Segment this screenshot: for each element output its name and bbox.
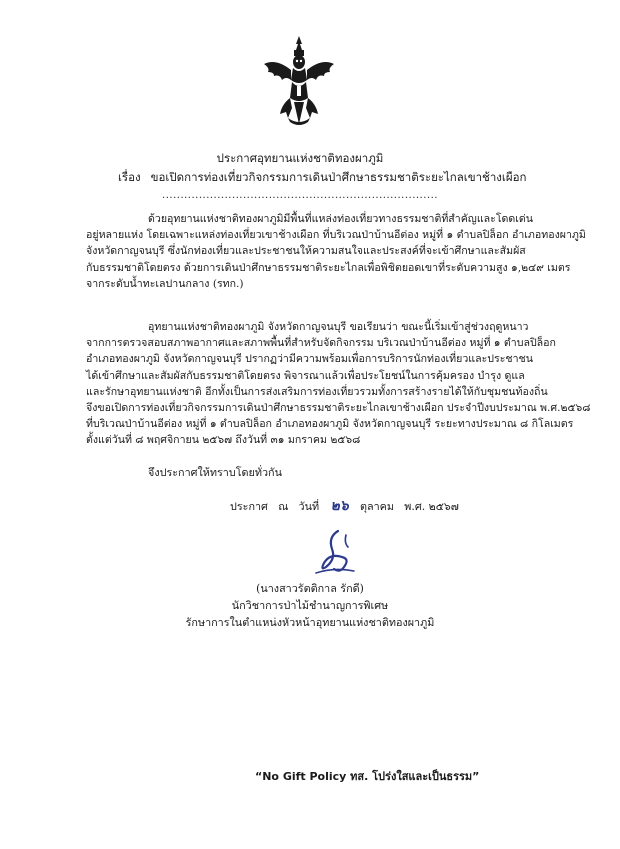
date-at: ณ (278, 500, 289, 513)
paragraph-line: ได้เข้าศึกษาและสัมผัสกับธรรมชาติโดยตรง พิจารณาแล้วเพื่อประโยชน์ในการคุ้มครอง บำรุง ดูแล (86, 369, 525, 382)
closing-text: จึงประกาศให้ทราบโดยทั่วกัน (148, 466, 282, 479)
paragraph-2 (86, 319, 591, 449)
footer-slogan: “No Gift Policy ทส. โปร่งใสและเป็นธรรม” (255, 770, 480, 783)
title-divider: ........................................................................... (162, 190, 438, 201)
paragraph-line: จึงขอเปิดการท่องเที่ยวกิจกรรมการเดินป่าศึกษาธรรมชาติระยะไกลเขาช้างเผือก ประจำปีงบประมาณ พ.ศ.๒๕๖๘ (86, 402, 591, 415)
signature-icon (308, 527, 360, 577)
paragraph-line: ตั้งแต่วันที่ ๘ พฤศจิกายน ๒๕๖๗ ถึงวันที่ ๓๑ มกราคม ๒๕๖๘ (86, 434, 361, 447)
paragraph-line: อยู่หลายแห่ง โดยเฉพาะแหล่งท่องเที่ยวเขาช้างเผือก ที่บริเวณป่าบ้านอีต่อง หมู่ที่ ๑ ตำบลปิล็อก อำเภอทองผาภูมิ (86, 229, 586, 242)
date-day-handwritten: ๒๖ (330, 498, 349, 514)
signatory-acting-position: รักษาการในตำแหน่งหัวหน้าอุทยานแห่งชาติทองผาภูมิ (185, 616, 435, 629)
date-year-label: พ.ศ. (404, 500, 426, 513)
signatory-name: (นางสาวรัตติกาล รักดี) (256, 582, 364, 595)
paragraph-line: กับธรรมชาติโดยตรง ด้วยการเดินป่าศึกษาธรรมชาติระยะไกลเพื่อพิชิตยอดเขาที่ระดับความสูง ๑,๒๔๙ เมตร (86, 261, 571, 274)
announcement-title: ประกาศอุทยานแห่งชาติทองผาภูมิ (216, 151, 384, 165)
paragraph-line: และรักษาอุทยานแห่งชาติ อีกทั้งเป็นการส่งเสริมการท่องเที่ยวรวมทั้งการสร้างรายได้ให้กับชุมชนท้องถิ่น (86, 385, 548, 398)
date-day-label: วันที่ (298, 500, 320, 513)
announcement-date (230, 495, 459, 517)
paragraph-1 (86, 211, 586, 292)
date-prefix: ประกาศ (230, 500, 268, 513)
garuda-emblem-icon (262, 34, 336, 128)
subject-text: ขอเปิดการท่องเที่ยวกิจกรรมการเดินป่าศึกษาธรรมชาติระยะไกลเขาช้างเผือก (150, 170, 527, 184)
date-month: ตุลาคม (359, 500, 394, 513)
paragraph-line: อำเภอทองผาภูมิ จังหวัดกาญจนบุรี ปรากฏว่ามีความพร้อมเพื่อการบริการนักท่องเที่ยวและประชาชน (86, 353, 533, 366)
paragraph-line: จากระดับน้ำทะเลปานกลาง (รทก.) (86, 277, 244, 290)
signatory-position: นักวิชาการป่าไม้ชำนาญการพิเศษ (231, 599, 389, 612)
subject-label: เรื่อง (118, 170, 141, 184)
paragraph-line: จากการตรวจสอบสภาพอากาศและสภาพพื้นที่สำหรับจัดกิจกรรม บริเวณป่าบ้านอีต่อง หมู่ที่ ๑ ตำบลปิล็อก (86, 337, 556, 350)
paragraph-line: จังหวัดกาญจนบุรี ซึ่งนักท่องเที่ยวและประชาชนให้ความสนใจและประสงค์ที่จะเข้าศึกษาและสัมผัส (86, 245, 526, 258)
announcement-subject (118, 169, 526, 187)
paragraph-line: อุทยานแห่งชาติทองผาภูมิ จังหวัดกาญจนบุรี ขอเรียนว่า ขณะนี้เริ่มเข้าสู่ช่วงฤดูหนาว (148, 321, 529, 333)
paragraph-line: ที่บริเวณป่าบ้านอีต่อง หมู่ที่ ๑ ตำบลปิล็อก อำเภอทองผาภูมิ จังหวัดกาญจนบุรี ระยะทางประมาณ ๘ กิโลเมตร (86, 418, 574, 431)
date-year: ๒๕๖๗ (428, 500, 459, 513)
paragraph-line: ด้วยอุทยานแห่งชาติทองผาภูมิมีพื้นที่แหล่งท่องเที่ยวทางธรรมชาติที่สำคัญและโดดเด่น (148, 213, 534, 225)
